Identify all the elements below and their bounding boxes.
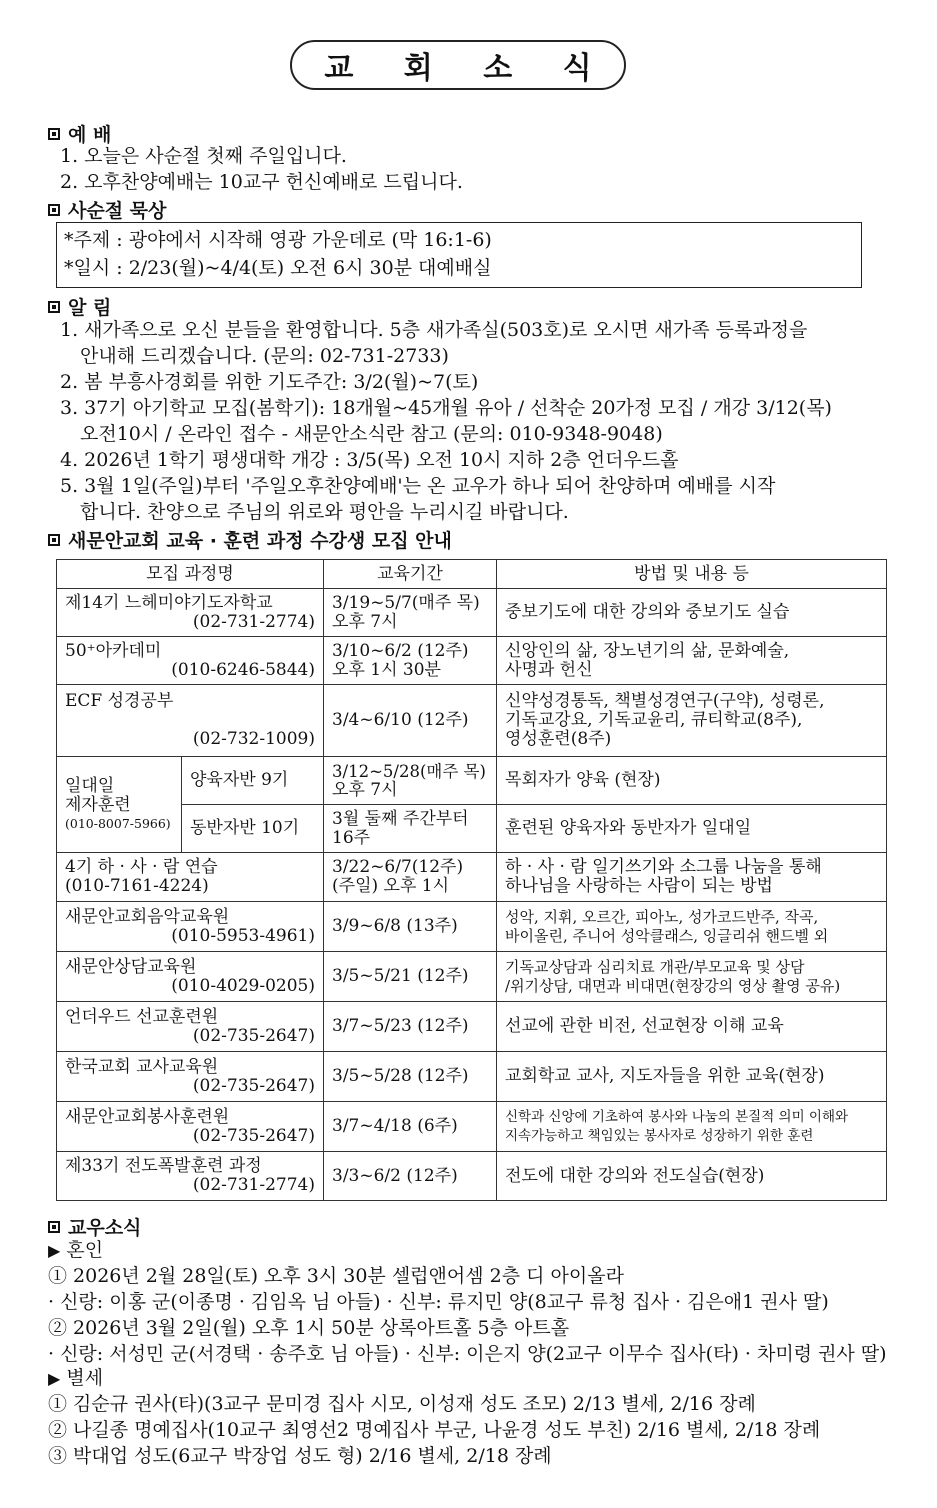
square-bullet-icon bbox=[48, 301, 60, 313]
worship-item: 2. 오후찬양예배는 10교구 헌신예배로 드립니다. bbox=[60, 171, 463, 193]
disciple-group: 일대일 bbox=[65, 776, 115, 796]
course-content: 신약성경통독, 책별성경연구(구약), 성령론, bbox=[505, 691, 825, 711]
disciple-phone: (010-8007-5966) bbox=[65, 816, 171, 831]
course-content: 기독교강요, 기독교윤리, 큐티학교(8주), bbox=[505, 710, 803, 730]
course-period: 오후 1시 30분 bbox=[332, 659, 441, 680]
header-cell: 교육기간 bbox=[324, 560, 497, 589]
courses-heading-text: 새문안교회 교육 · 훈련 과정 수강생 모집 안내 bbox=[68, 530, 452, 552]
table-row bbox=[57, 853, 887, 902]
page-title: 교 회 소 식 bbox=[290, 40, 626, 90]
course-content: 중보기도에 대한 강의와 중보기도 실습 bbox=[505, 602, 790, 622]
course-period: 3/7~5/23 (12주) bbox=[332, 1016, 469, 1036]
notice-line: 1. 새가족으로 오신 분들을 환영합니다. 5층 새가족실(503호)로 오시면 새가족 등록과정을 bbox=[60, 319, 808, 341]
course-phone: (02-731-2774) bbox=[192, 611, 316, 632]
course-name: 4기 하 · 사 · 람 연습 bbox=[65, 857, 218, 877]
course-content: 지속가능하고 책임있는 봉사자로 성장하기 위한 훈련 bbox=[505, 1127, 814, 1144]
wedding-line: ① 2026년 2월 28일(토) 오후 3시 30분 셀럽앤어셈 2층 디 아이올라 bbox=[48, 1265, 624, 1287]
course-name: 제14기 느헤미야기도자학교 bbox=[65, 592, 273, 613]
course-name: 새문안상담교육원 bbox=[65, 956, 197, 977]
disciple-sub-name: 양육자반 9기 bbox=[190, 770, 289, 790]
triangle-right-icon: ▶ bbox=[48, 1241, 61, 1260]
course-phone: (02-735-2647) bbox=[192, 1075, 316, 1096]
table-header-row bbox=[57, 560, 887, 589]
lent-schedule: *일시 : 2/23(월)~4/4(토) 오전 6시 30분 대예배실 bbox=[64, 257, 492, 279]
course-period: 3/22~6/7(12주) bbox=[332, 857, 464, 877]
course-period: 3/4~6/10 (12주) bbox=[332, 710, 469, 730]
wedding-label: 혼인 bbox=[66, 1239, 104, 1261]
courses-table bbox=[56, 559, 887, 1201]
wedding-line: ② 2026년 3월 2일(월) 오후 1시 50분 상록아트홀 5층 아트홀 bbox=[48, 1317, 570, 1339]
course-content: 하나님을 사랑하는 사람이 되는 방법 bbox=[505, 876, 773, 896]
worship-item: 1. 오늘은 사순절 첫째 주일입니다. bbox=[60, 145, 347, 167]
notice-line: 2. 봄 부흥사경회를 위한 기도주간: 3/2(월)~7(토) bbox=[60, 371, 479, 393]
course-period: 오후 7시 bbox=[332, 779, 398, 800]
table-row bbox=[57, 1102, 887, 1152]
courses-heading bbox=[48, 526, 452, 553]
course-content: 영성훈련(8주) bbox=[505, 729, 612, 749]
course-content: 신학과 신앙에 기초하여 봉사와 나눔의 본질적 의미 이해와 bbox=[505, 1108, 849, 1125]
header-cell: 방법 및 내용 등 bbox=[497, 560, 887, 589]
course-period: 오후 7시 bbox=[332, 611, 398, 632]
square-bullet-icon bbox=[48, 128, 60, 140]
course-phone: (02-735-2647) bbox=[192, 1025, 316, 1046]
course-content: 기독교상담과 심리치료 개관/부모교육 및 상담 bbox=[505, 957, 805, 976]
course-content: 하 · 사 · 람 일기쓰기와 소그룹 나눔을 통해 bbox=[505, 857, 822, 877]
course-period: 16주 bbox=[332, 827, 371, 848]
course-period: 3/10~6/2 (12주) bbox=[332, 640, 469, 661]
square-bullet-icon bbox=[48, 1221, 60, 1233]
table-row bbox=[57, 902, 887, 952]
table-row bbox=[57, 805, 887, 853]
course-name: ECF 성경공부 bbox=[65, 691, 174, 711]
notice-heading-text: 알 림 bbox=[68, 297, 112, 319]
square-bullet-icon bbox=[48, 204, 60, 216]
notice-line: 5. 3월 1일(주일)부터 '주일오후찬양예배'는 온 교우가 하나 되어 찬양하며 예배를 시작 bbox=[60, 475, 776, 497]
course-period: (주일) 오후 1시 bbox=[332, 876, 450, 896]
course-name: 새문안교회봉사훈련원 bbox=[65, 1106, 230, 1127]
course-phone: (010-6246-5844) bbox=[171, 659, 316, 680]
wedding-line: · 신랑: 이홍 군(이종명 · 김임옥 님 아들) · 신부: 류지민 양(8교구 류청 집사 · 김은애1 권사 딸) bbox=[48, 1291, 829, 1313]
table-row bbox=[57, 1052, 887, 1102]
course-content: /위기상담, 대면과 비대면(현장강의 영상 촬영 공유) bbox=[505, 976, 841, 995]
course-name: 언더우드 선교훈련원 bbox=[65, 1006, 219, 1027]
header-cell: 모집 과정명 bbox=[57, 560, 324, 589]
death-line: ② 나길종 명예집사(10교구 최영선2 명예집사 부군, 나윤경 성도 부친) 2/16 별세, 2/18 장례 bbox=[48, 1419, 821, 1441]
disciple-sub-name: 동반자반 10기 bbox=[190, 818, 300, 838]
course-period: 3/3~6/2 (12주) bbox=[332, 1165, 458, 1186]
course-period: 3/9~6/8 (13주) bbox=[332, 916, 458, 936]
triangle-right-icon: ▶ bbox=[48, 1369, 61, 1388]
course-period: 3월 둘째 주간부터 bbox=[332, 808, 469, 829]
notice-line: 3. 37기 아기학교 모집(봄학기): 18개월~45개월 유아 / 선착순 20가정 모집 / 개강 3/12(목) bbox=[60, 397, 832, 419]
table-row bbox=[57, 1152, 887, 1201]
death-line: ① 김순규 권사(타)(3교구 문미경 집사 시모, 이성재 성도 조모) 2/13 별세, 2/16 장례 bbox=[48, 1393, 756, 1415]
course-content: 전도에 대한 강의와 전도실습(현장) bbox=[505, 1165, 765, 1186]
course-phone: (010-5953-4961) bbox=[171, 925, 316, 946]
lent-theme: *주제 : 광야에서 시작해 영광 가운데로 (막 16:1-6) bbox=[64, 229, 492, 251]
course-period: 3/7~4/18 (6주) bbox=[332, 1116, 458, 1136]
table-row bbox=[57, 685, 887, 757]
course-content: 성악, 지휘, 오르간, 피아노, 성가코드반주, 작곡, bbox=[505, 907, 819, 926]
notice-line: 4. 2026년 1학기 평생대학 개강 : 3/5(목) 오전 10시 지하 2층 언더우드홀 bbox=[60, 449, 679, 471]
course-name: 50⁺아카데미 bbox=[65, 640, 162, 661]
course-period: 3/5~5/21 (12주) bbox=[332, 966, 469, 986]
worship-heading-text: 예 배 bbox=[68, 124, 112, 146]
notice-line: 합니다. 찬양으로 주님의 위로와 평안을 누리시길 바랍니다. bbox=[80, 501, 569, 523]
notice-line: 안내해 드리겠습니다. (문의: 02-731-2733) bbox=[80, 345, 449, 367]
death-label: 별세 bbox=[66, 1367, 104, 1389]
members-heading-text: 교우소식 bbox=[68, 1217, 142, 1239]
course-content: 바이올린, 주니어 성악클래스, 잉글리쉬 핸드벨 외 bbox=[505, 926, 829, 945]
course-name: 제33기 전도폭발훈련 과정 bbox=[65, 1156, 262, 1176]
lent-heading-text: 사순절 묵상 bbox=[68, 200, 167, 222]
worship-heading bbox=[48, 120, 111, 147]
wedding-line: · 신랑: 서성민 군(서경택 · 송주호 님 아들) · 신부: 이은지 양(2교구 이무수 집사(타) · 차미령 권사 딸) bbox=[48, 1343, 887, 1365]
square-bullet-icon bbox=[48, 534, 60, 546]
death-label-line bbox=[48, 1366, 103, 1391]
members-heading bbox=[48, 1213, 141, 1240]
table-row bbox=[57, 757, 887, 805]
death-line: ③ 박대업 성도(6교구 박장업 성도 형) 2/16 별세, 2/18 장례 bbox=[48, 1445, 552, 1467]
course-phone: (02-735-2647) bbox=[192, 1125, 316, 1146]
course-period: 3/12~5/28(매주 목) bbox=[332, 761, 486, 781]
notice-line: 오전10시 / 온라인 접수 - 새문안소식란 참고 (문의: 010-9348-9048) bbox=[80, 423, 663, 445]
course-period: 3/5~5/28 (12주) bbox=[332, 1066, 469, 1086]
course-content: 선교에 관한 비전, 선교현장 이해 교육 bbox=[505, 1016, 784, 1036]
disciple-group: 제자훈련 bbox=[65, 795, 131, 815]
course-content: 신앙인의 삶, 장노년기의 삶, 문화예술, bbox=[505, 640, 790, 661]
course-content: 사명과 헌신 bbox=[505, 659, 593, 680]
wedding-label-line bbox=[48, 1238, 103, 1263]
course-name: 한국교회 교사교육원 bbox=[65, 1056, 219, 1077]
course-phone: (02-732-1009) bbox=[192, 729, 316, 749]
course-phone: (010-4029-0205) bbox=[171, 975, 316, 996]
course-phone: (02-731-2774) bbox=[192, 1175, 316, 1195]
notice-heading bbox=[48, 293, 111, 320]
table-row bbox=[57, 637, 887, 685]
course-content: 훈련된 양육자와 동반자가 일대일 bbox=[505, 818, 752, 838]
course-content: 목회자가 양육 (현장) bbox=[505, 770, 661, 790]
table-row bbox=[57, 1002, 887, 1052]
course-name: 새문안교회음악교육원 bbox=[65, 906, 230, 927]
lent-heading bbox=[48, 196, 166, 223]
course-period: 3/19~5/7(매주 목) bbox=[332, 592, 480, 613]
table-row bbox=[57, 589, 887, 637]
course-phone: (010-7161-4224) bbox=[65, 876, 209, 896]
table-row bbox=[57, 952, 887, 1002]
course-content: 교회학교 교사, 지도자들을 위한 교육(현장) bbox=[505, 1066, 825, 1086]
